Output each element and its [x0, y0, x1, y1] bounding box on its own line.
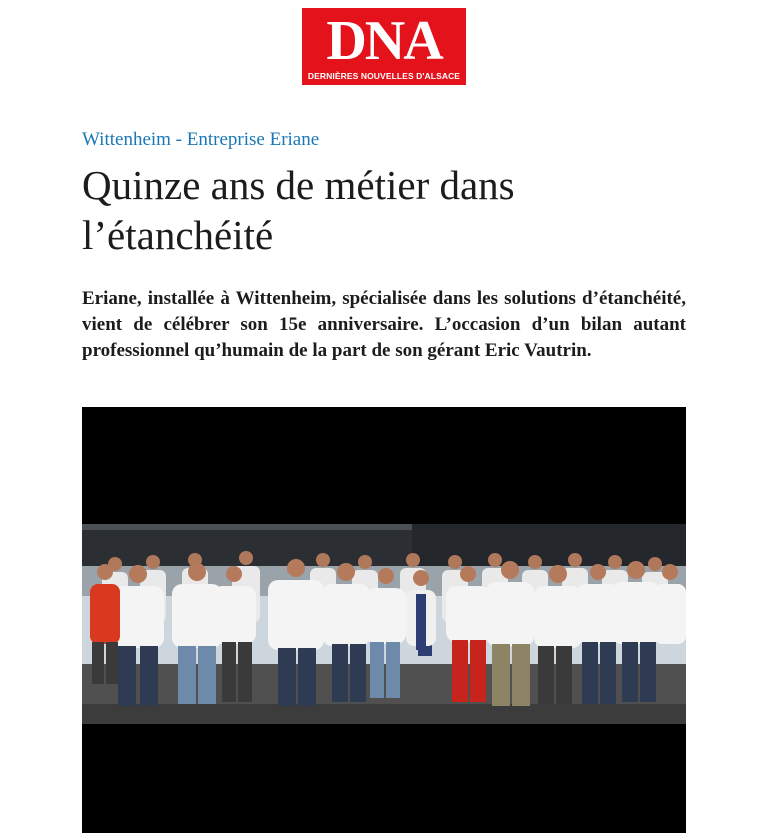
article-title: Quinze ans de métier dans l’étanchéité — [82, 162, 515, 258]
article-photo[interactable] — [82, 407, 686, 833]
logo-tagline: DERNIÈRES NOUVELLES D'ALSACE — [307, 71, 461, 81]
dna-logo[interactable] — [302, 8, 466, 85]
group-photo-illustration — [82, 407, 686, 833]
article-lead: Eriane, installée à Wittenheim, spécialisée dans les solutions d’étanchéité, vient de célébrer son 15e anniversaire. L’occasion d’un bilan autant professionnel qu’humain de la part de son gérant Eric Vautrin. — [82, 288, 686, 361]
article-kicker[interactable]: Wittenheim - Entreprise Eriane — [82, 129, 320, 150]
logo-wordmark: DNA — [326, 10, 442, 72]
